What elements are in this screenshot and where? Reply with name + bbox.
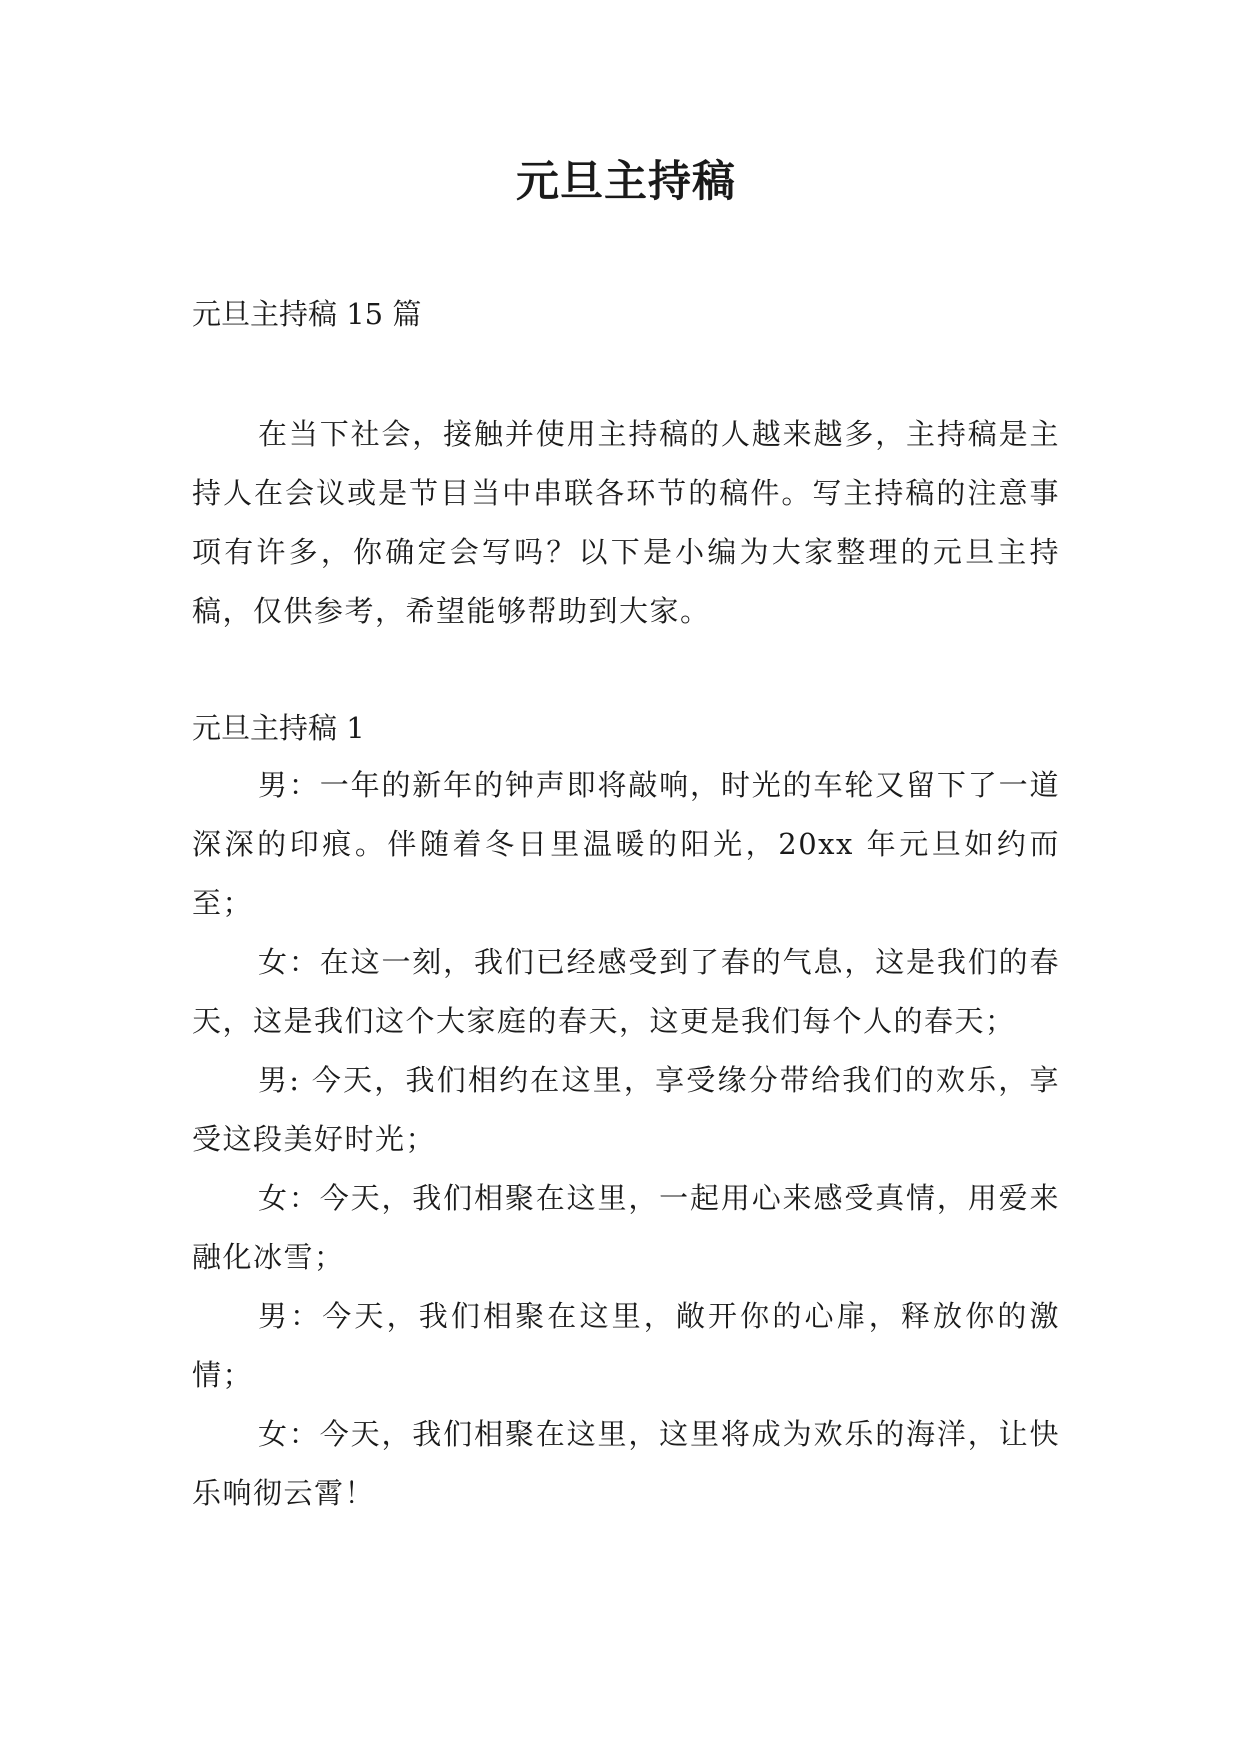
intro-paragraph: 在当下社会，接触并使用主持稿的人越来越多，主持稿是主持人在会议或是节目当中串联各环节的稿件。写主持稿的注意事项有许多，你确定会写吗？以下是小编为大家整理的元旦主持稿，仅供参考，希望能够帮助到大家。 [192, 417, 1060, 628]
dialogue-line: 女：今天，我们相聚在这里，这里将成为欢乐的海洋，让快乐响彻云霄！ [192, 1417, 1060, 1510]
document-title: 元旦主持稿 [516, 157, 736, 207]
section-heading: 元旦主持稿 1 [192, 711, 365, 745]
dialogue-line: 女：今天，我们相聚在这里，一起用心来感受真情，用爱来融化冰雪； [192, 1181, 1060, 1274]
document-subtitle: 元旦主持稿 15 篇 [192, 297, 422, 331]
dialogue-line: 男：一年的新年的钟声即将敲响，时光的车轮又留下了一道深深的印痕。伴随着冬日里温暖的阳光，20xx 年元旦如约而至； [192, 768, 1060, 920]
dialogue-line: 男: 今天，我们相约在这里，享受缘分带给我们的欢乐，享受这段美好时光； [192, 1063, 1060, 1156]
dialogue-line: 男：今天，我们相聚在这里，敞开你的心扉，释放你的激情； [192, 1299, 1060, 1392]
section-1 [192, 700, 1060, 1523]
dialogue-line: 女：在这一刻，我们已经感受到了春的气息，这是我们的春天，这是我们这个大家庭的春天，这更是我们每个人的春天； [192, 945, 1060, 1038]
